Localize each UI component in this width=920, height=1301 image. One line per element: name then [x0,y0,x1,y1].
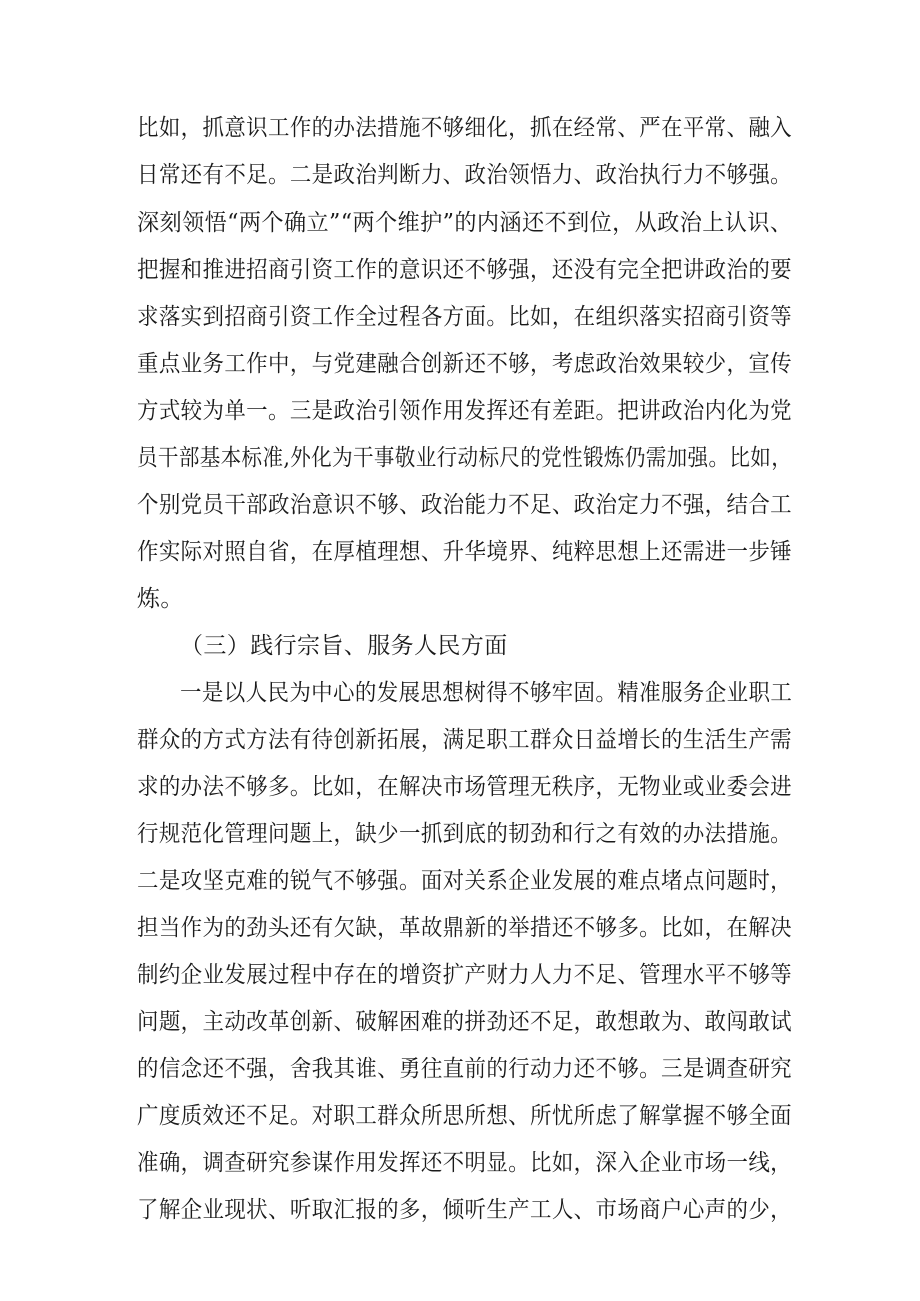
paragraph-line: 求的办法不够多。比如，在解决市场管理无秩序，无物业或业委会进 [137,774,792,800]
paragraph-line: 的信念还不强，舍我其谁、勇往直前的行动力还不够。三是调查研究 [137,1056,792,1082]
paragraph-line: 求落实到招商引资工作全过程各方面。比如，在组织落实招商引资等 [137,304,792,330]
paragraph-line: 深刻领悟“两个确立”“两个维护”的内涵还不到位，从政治上认识、 [137,210,793,236]
paragraph-line: 问题，主动改革创新、破解困难的拼劲还不足，敢想敢为、敢闯敢试 [137,1009,792,1035]
paragraph-line: 广度质效还不足。对职工群众所思所想、所忧所虑了解掌握不够全面 [137,1103,792,1129]
paragraph-line: 制约企业发展过程中存在的增资扩产财力人力不足、管理水平不够等 [137,962,792,988]
paragraph-line: 员干部基本标准,外化为干事敬业行动标尺的党性锻炼仍需加强。比如， [137,445,793,471]
paragraph-line: 作实际对照自省，在厚植理想、升华境界、纯粹思想上还需进一步锤 [137,539,792,565]
section-heading: （三）践行宗旨、服务人民方面 [180,633,508,659]
paragraph-line: 日常还有不足。二是政治判断力、政治领悟力、政治执行力不够强。 [137,162,792,188]
paragraph-line: 了解企业现状、听取汇报的多，倾听生产工人、市场商户心声的少， [137,1197,792,1223]
paragraph-line: 一是以人民为中心的发展思想树得不够牢固。精准服务企业职工 [180,680,793,706]
paragraph-line: 准确，调查研究参谋作用发挥还不明显。比如，深入企业市场一线， [137,1150,792,1176]
paragraph-line: 担当作为的劲头还有欠缺，革故鼎新的举措还不够多。比如，在解决 [137,915,792,941]
paragraph-line: 二是攻坚克难的锐气不够强。面对关系企业发展的难点堵点问题时， [137,868,792,894]
paragraph-line: 重点业务工作中，与党建融合创新还不够，考虑政治效果较少，宣传 [137,351,792,377]
paragraph-line: 个别党员干部政治意识不够、政治能力不足、政治定力不强，结合工 [137,492,792,518]
paragraph-line: 方式较为单一。三是政治引领作用发挥还有差距。把讲政治内化为党 [137,398,792,424]
paragraph-line: 比如，抓意识工作的办法措施不够细化，抓在经常、严在平常、融入 [137,115,792,141]
paragraph-line: 行规范化管理问题上，缺少一抓到底的韧劲和行之有效的办法措施。 [137,821,792,847]
paragraph-line: 群众的方式方法有待创新拓展，满足职工群众日益增长的生活生产需 [137,727,792,753]
paragraph-line: 把握和推进招商引资工作的意识还不够强，还没有完全把讲政治的要 [137,257,792,283]
paragraph-line: 炼。 [137,586,184,612]
